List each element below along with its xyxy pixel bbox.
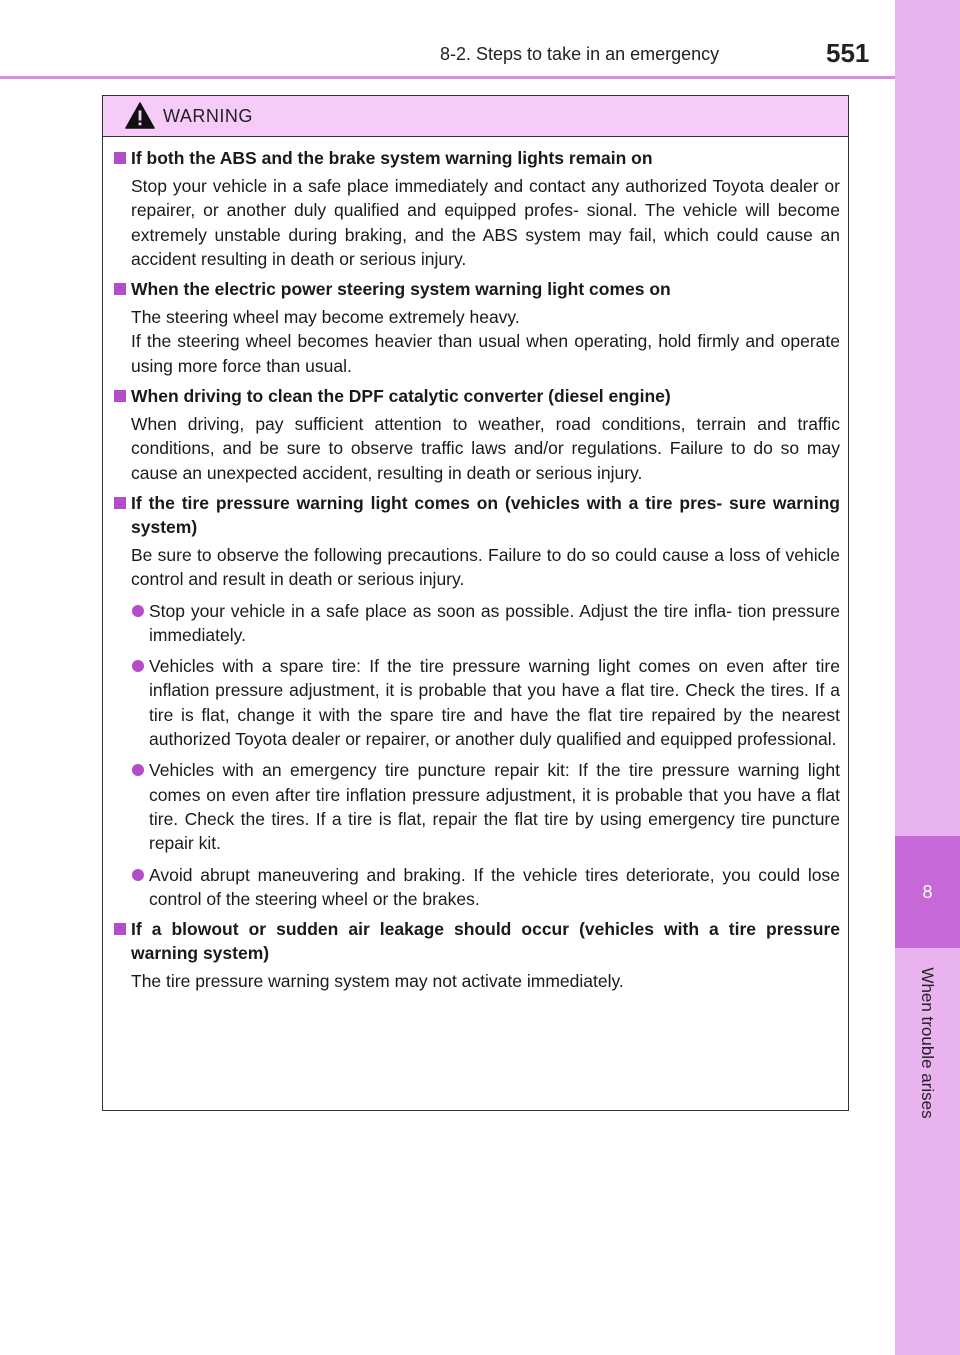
circle-bullet-icon — [132, 605, 144, 617]
square-bullet-icon — [114, 390, 126, 402]
section-heading — [113, 277, 840, 301]
warning-triangle-icon — [125, 102, 155, 129]
warning-box — [102, 95, 849, 1111]
circle-bullet-icon — [132, 869, 144, 881]
section-heading — [113, 917, 840, 965]
bullet-item — [113, 599, 840, 648]
section-paragraph: The steering wheel may become extremely heavy. — [131, 307, 520, 328]
section-paragraph: The tire pressure warning system may not activate immediately. — [131, 971, 624, 992]
section-heading-text: If the tire pressure warning light comes on (vehicles with a tire pres- sure warning system) — [131, 492, 840, 537]
header-divider — [0, 76, 895, 79]
bullet-text: Avoid abrupt maneuvering and braking. If the vehicle tires deteriorate, you could lose control of the steering wheel or the brakes. — [149, 864, 840, 909]
bullet-item — [113, 654, 840, 751]
section-heading-text: If both the ABS and the brake system warning lights remain on — [131, 148, 653, 168]
chapter-number: 8 — [922, 882, 933, 902]
chapter-side-tab — [895, 0, 960, 1355]
warning-section — [113, 917, 840, 993]
warning-section — [113, 277, 840, 378]
circle-bullet-icon — [132, 660, 144, 672]
square-bullet-icon — [114, 283, 126, 295]
warning-header — [103, 96, 848, 137]
square-bullet-icon — [114, 923, 126, 935]
bullet-text: Stop your vehicle in a safe place as soon as possible. Adjust the tire infla- tion pressure immediately. — [149, 600, 840, 645]
bullet-item — [113, 758, 840, 855]
warning-section — [113, 146, 840, 271]
circle-bullet-icon — [132, 764, 144, 776]
chapter-title: When trouble arises — [918, 967, 937, 1119]
section-heading-text: When driving to clean the DPF catalytic converter (diesel engine) — [131, 386, 671, 407]
warning-content — [103, 136, 848, 999]
page-number: 551 — [826, 38, 870, 68]
section-heading — [113, 384, 840, 408]
section-paragraph: When driving, pay sufficient attention to weather, road conditions, terrain and traffic conditions, and be sure to observe traffic laws and/or regulations. Failure to do so may cause an unexpected accident, resulting in death or serious injury. — [131, 414, 840, 483]
bullet-item — [113, 863, 840, 912]
section-paragraph: Stop your vehicle in a safe place immediately and contact any authorized Toyota dealer or repairer, or another duly qualified and equipped profes- sional. The vehicle will become extremely unstable during braking, and the ABS system may fail, which could cause an accident resulting in death or serious injury. — [131, 176, 840, 269]
bullet-text: Vehicles with a spare tire: If the tire pressure warning light comes on even after tire inflation pressure adjustment, it is probable that you have a flat tire. Check the tires. If a tire is flat, change it with the spare tire and have the flat tire repaired by the nearest authorized Toyota dealer or repairer, or another duly qualified and equipped professional. — [149, 656, 840, 750]
warning-label: WARNING — [163, 106, 253, 126]
square-bullet-icon — [114, 497, 126, 509]
section-heading-text: When the electric power steering system warning light comes on — [131, 279, 671, 300]
square-bullet-icon — [114, 152, 126, 164]
bullet-text: Vehicles with an emergency tire puncture repair kit: If the tire pressure warning light comes on even after tire inflation pressure adjustment, it is probable that you have a flat tire. Check the tires. If a tire is flat, repair the flat tire by using emergency tire puncture repair kit. — [149, 760, 840, 854]
section-heading-text: If a blowout or sudden air leakage should occur (vehicles with a tire pressure warning system) — [131, 919, 840, 964]
section-title: 8-2. Steps to take in an emergency — [440, 44, 720, 64]
section-paragraph: Be sure to observe the following precautions. Failure to do so could cause a loss of vehicle control and result in death or serious injury. — [131, 544, 840, 590]
section-heading — [113, 146, 840, 170]
section-paragraph: If the steering wheel becomes heavier than usual when operating, hold firmly and operate using more force than usual. — [131, 331, 840, 376]
warning-section — [113, 491, 840, 911]
warning-section — [113, 384, 840, 485]
section-heading — [113, 491, 840, 539]
